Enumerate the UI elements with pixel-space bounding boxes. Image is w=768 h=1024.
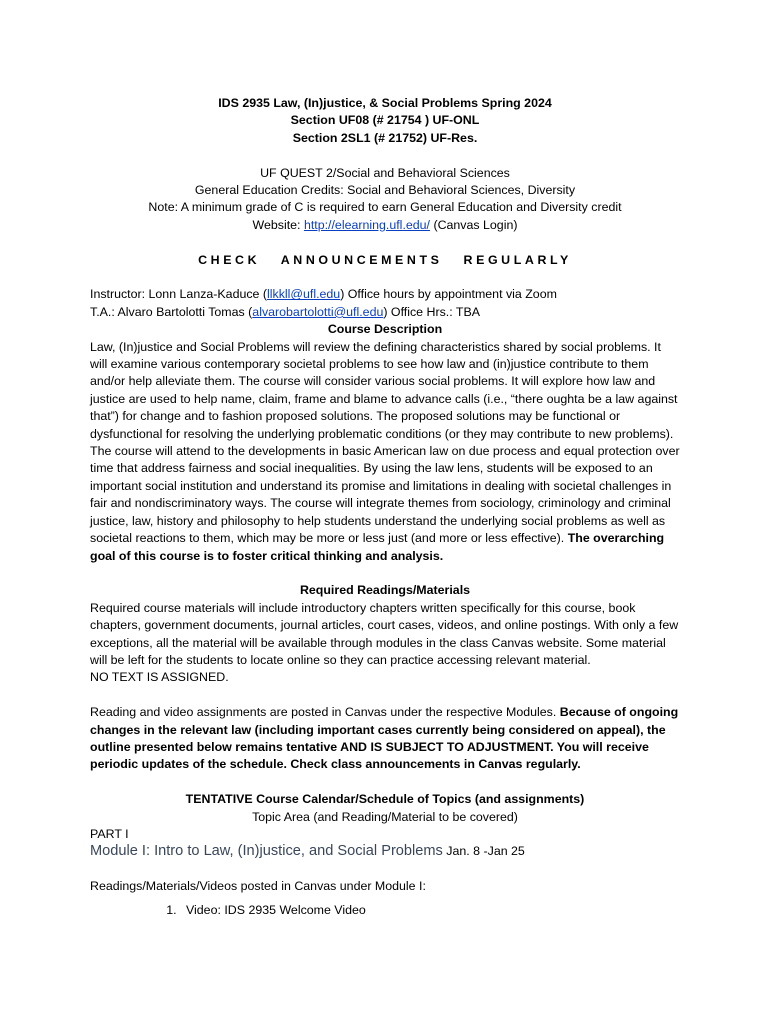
- readings-text: Required course materials will include introductory chapters written specifically for this course, book chapters, government documents, journal articles, court cases, videos, and online postings. With only a few exceptions, all the material will be available through modules in the class Canvas website. Some material will be left for the students to locate online so they can practice accessing relevant material.: [90, 600, 679, 667]
- module-dates: Jan. 8 -Jan 25: [442, 844, 525, 859]
- quest-line: UF QUEST 2/Social and Behavioral Sciences: [260, 165, 510, 180]
- no-text-notice: NO TEXT IS ASSIGNED.: [90, 670, 229, 685]
- course-description-text: Law, (In)justice and Social Problems will review the defining characteristics shared by social problems. It will examine various contemporary societal problems to see how law and (in)justice contribute to them and/or help alleviate them. The course will consider various social problems. It will explore how law and justice are used to help name, claim, frame and blame to advance calls (i.e., “there oughta be a law against that”) for change and to fashion proposed solutions. The proposed solutions may be functional or dysfunctional for resolving the underlying problematic conditions (or they may contribute to new problems). The course will attend to the developments in basic American law on due process and equal protection over time that address fairness and social inequalities. By using the law lens, students will be exposed to an important social institution and understand its promise and limitations in dealing with societal challenges in fair and nondiscriminatory ways. The course will integrate themes from sociology, criminology and criminal justice, law, history and philosophy to help students understand the underlying social problems as well as societal reactions to them, which may be more or less just (and more or less effective). The overarching goal of this course is to foster critical thinking and analysis.: [90, 339, 680, 563]
- calendar-heading: TENTATIVE Course Calendar/Schedule of Topics (and assignments): [185, 792, 585, 807]
- section-residential: Section 2SL1 (# 21752) UF-Res.: [292, 130, 478, 145]
- ta-email-link[interactable]: alvarobartolotti@ufl.edu: [252, 304, 384, 319]
- module-intro: Readings/Materials/Videos posted in Canvas under Module I:: [90, 879, 426, 894]
- website-link[interactable]: http://elearning.ufl.edu/: [303, 217, 430, 232]
- schedule-notice: Reading and video assignments are posted in Canvas under the respective Modules. Because of ongoing changes in the relevant law (including important cases currently being considered on appeal), the outline presented below remains tentative AND IS SUBJECT TO ADJUSTMENT. You will receive periodic updates of the schedule. Check class announcements in Canvas regularly.: [90, 705, 679, 772]
- list-item: 1. Video: IDS 2935 Welcome Video: [180, 902, 680, 919]
- section-online: Section UF08 (# 21754 ) UF-ONL: [290, 113, 480, 128]
- readings-heading: Required Readings/Materials: [299, 583, 471, 598]
- ta-line: T.A.: Alvaro Bartolotti Tomas (alvarobartolotti@ufl.edu) Office Hrs.: TBA: [90, 304, 480, 319]
- grade-note: Note: A minimum grade of C is required to earn General Education and Diversity credit: [148, 200, 622, 215]
- course-title: IDS 2935 Law, (In)justice, & Social Problems Spring 2024: [218, 96, 552, 110]
- module-item-list: [90, 902, 680, 919]
- module-heading: [90, 843, 680, 860]
- instructor-email-link[interactable]: llkkll@ufl.edu: [267, 287, 341, 302]
- website-line: Website: http://elearning.ufl.edu/ (Canvas Login): [252, 217, 518, 232]
- gen-ed-line: General Education Credits: Social and Behavioral Sciences, Diversity: [194, 183, 576, 198]
- calendar-subheading: Topic Area (and Reading/Material to be covered): [252, 809, 518, 824]
- check-announcements-banner: CHECK ANNOUNCEMENTS REGULARLY: [198, 252, 572, 267]
- module-title: Module I: Intro to Law, (In)justice, and Social Problems: [90, 843, 443, 860]
- course-description-heading: Course Description: [327, 322, 443, 337]
- instructor-line: Instructor: Lonn Lanza-Kaduce (llkkll@ufl.edu) Office hours by appointment via Zoom: [90, 287, 557, 302]
- course-goal: The overarching goal of this course is to foster critical thinking and analysis.: [90, 531, 665, 563]
- part-label: PART I: [90, 826, 129, 841]
- syllabus-body: [90, 95, 680, 919]
